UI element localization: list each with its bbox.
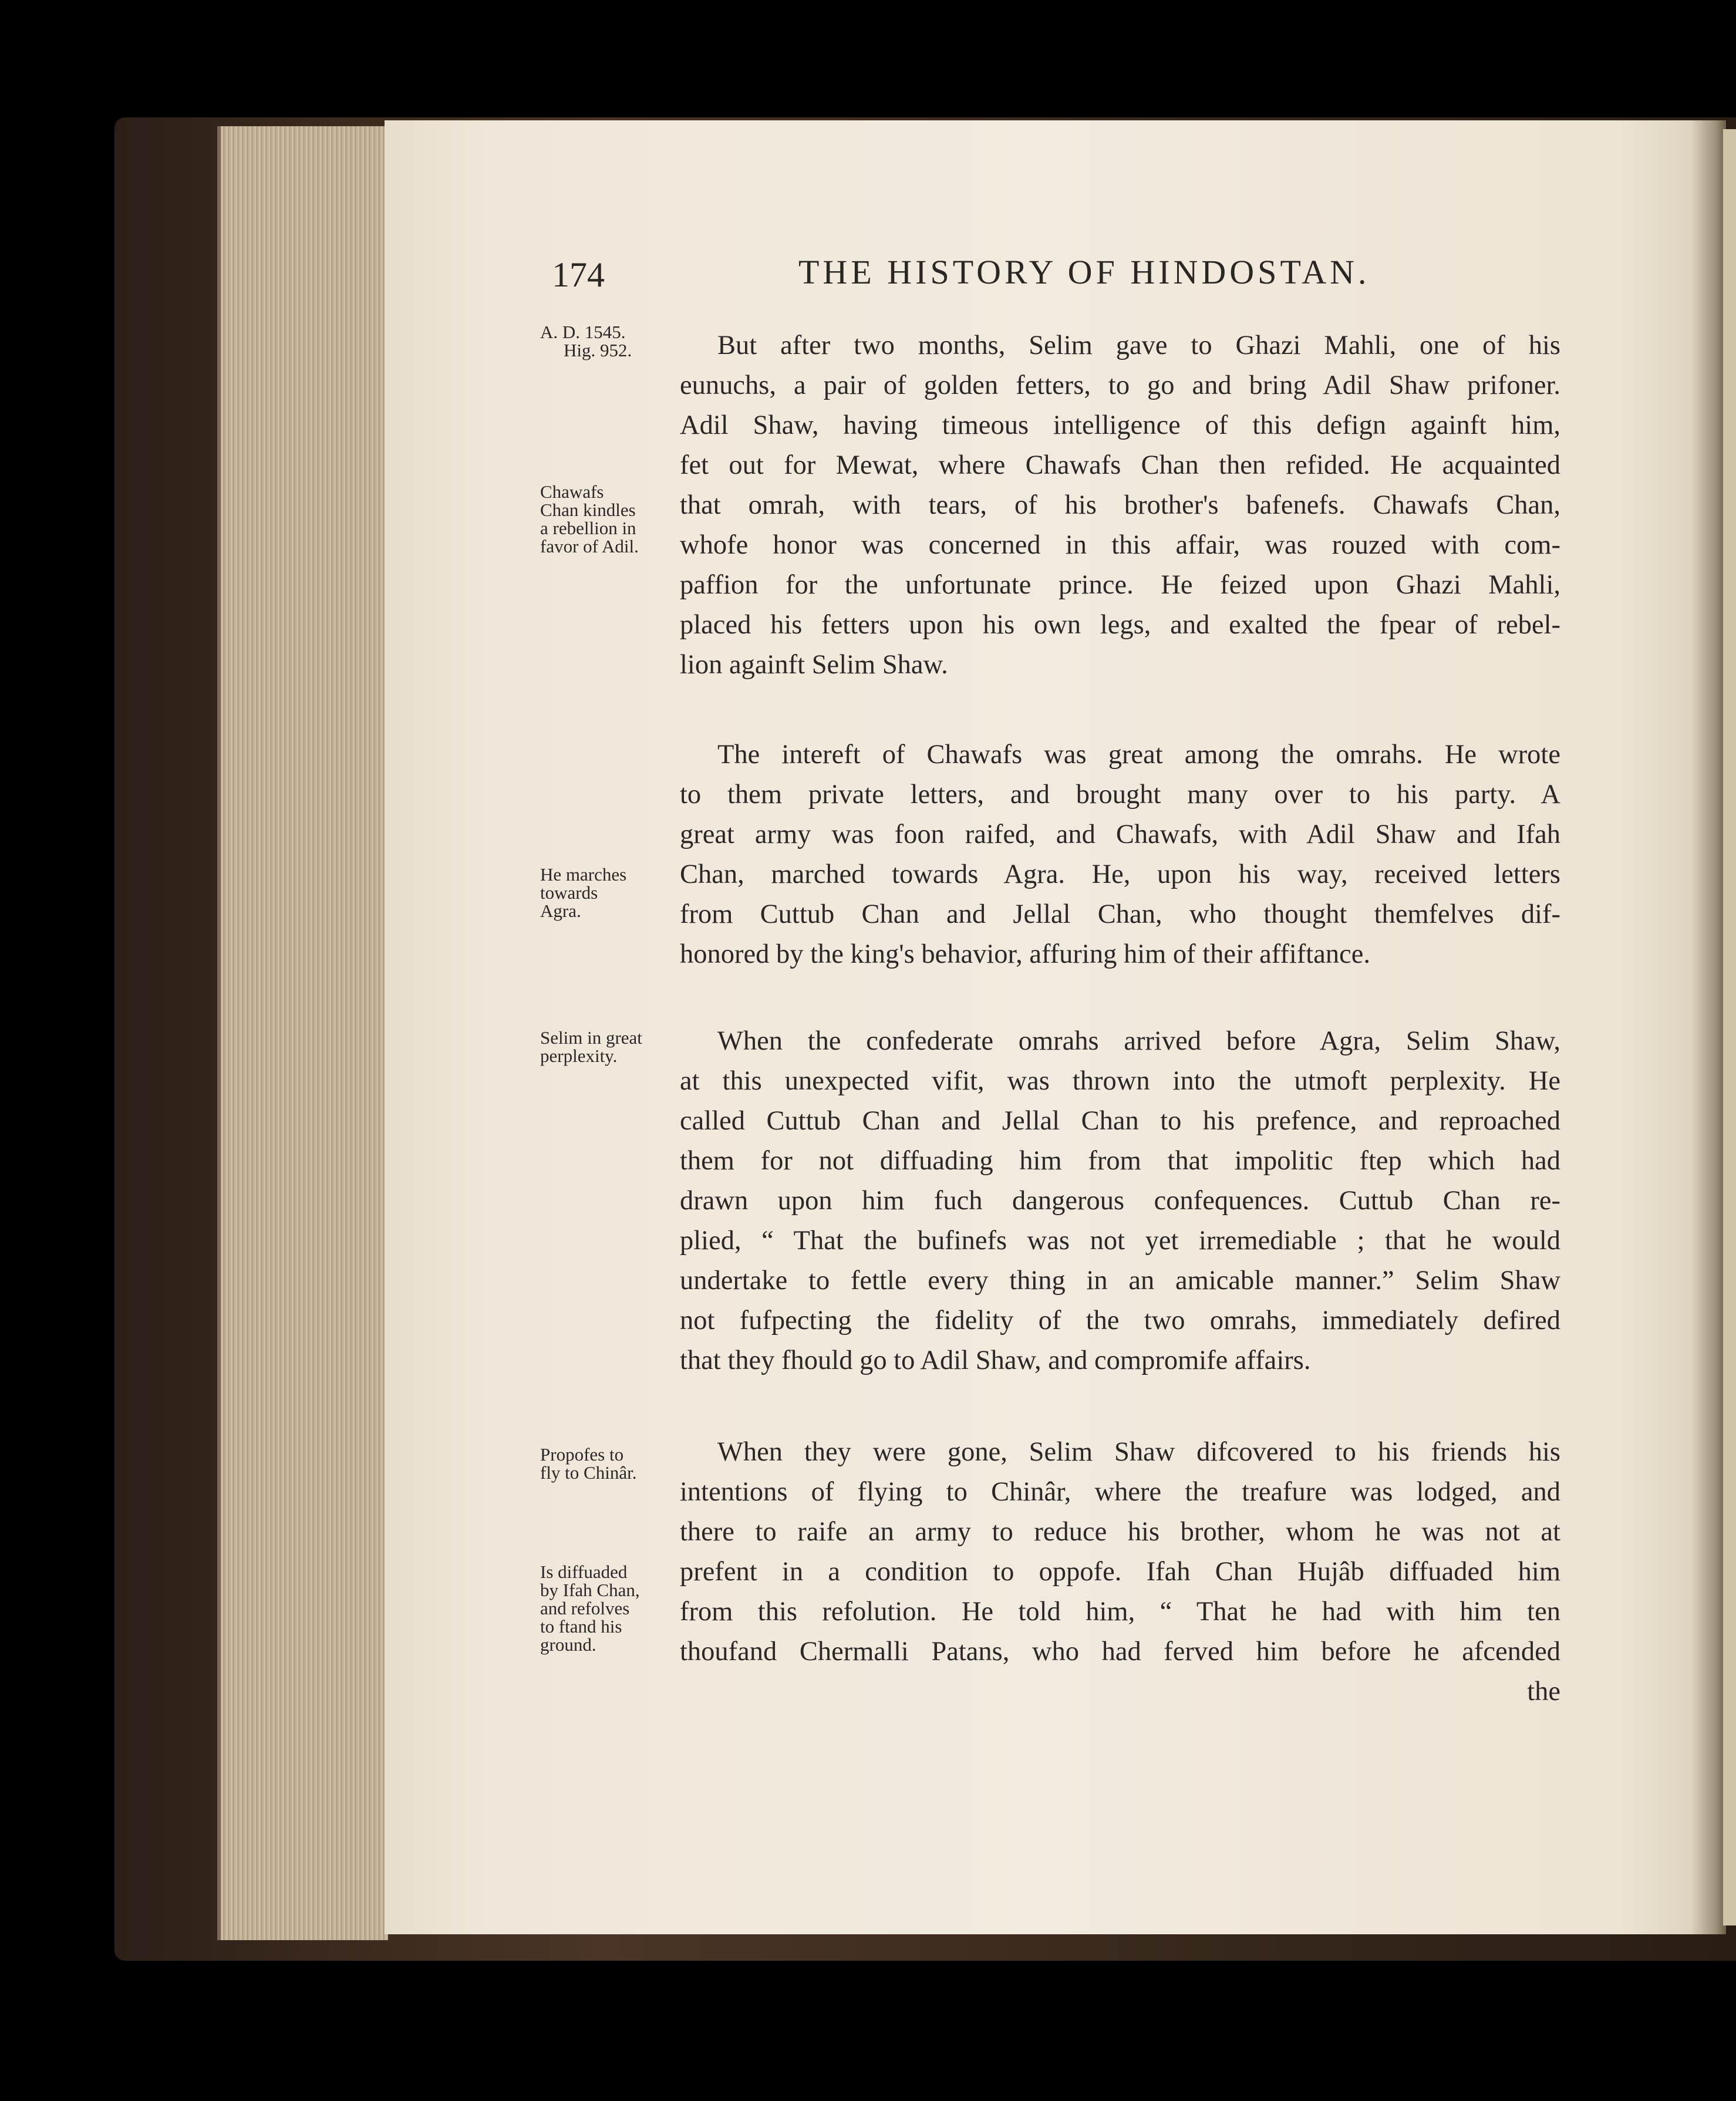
page-number: 174 <box>552 255 605 294</box>
page-header <box>552 252 1562 299</box>
margin-note-line: Selim in great <box>540 1027 642 1048</box>
text-line: drawn upon him fuch dangerous confequences. Cuttub Chan re- <box>680 1186 1560 1216</box>
text-line: them for not diffuading him from that impolitic ftep which had <box>680 1146 1560 1176</box>
text-line: there to raife an army to reduce his brother, whom he was not at <box>680 1517 1560 1547</box>
margin-note-line: fly to Chinâr. <box>540 1462 637 1483</box>
margin-note-line: A. D. 1545. <box>540 322 626 342</box>
margin-note-line: Propofes to <box>540 1444 624 1465</box>
margin-note-date <box>540 323 632 359</box>
margin-note-line: Is diffuaded <box>540 1562 628 1582</box>
text-line: from Cuttub Chan and Jellal Chan, who thought themfelves dif- <box>680 899 1560 929</box>
text-line: plied, “ That the bufinefs was not yet irremediable ; that he would <box>680 1226 1560 1256</box>
margin-note-line: Chawafs <box>540 481 604 502</box>
catchword: the <box>1527 1677 1560 1707</box>
text-line: whofe honor was concerned in this affair, was rouzed with com- <box>680 530 1560 560</box>
running-head: THE HISTORY OF HINDOSTAN. <box>798 253 1370 291</box>
text-line: that they fhould go to Adil Shaw, and compromife affairs. <box>680 1345 1311 1375</box>
margin-note-proposes <box>540 1445 636 1482</box>
margin-note-line: by Ifah Chan, <box>540 1580 640 1600</box>
text-line: called Cuttub Chan and Jellal Chan to his prefence, and reproached <box>680 1106 1560 1136</box>
margin-note-rebellion <box>540 483 639 555</box>
text-line: fet out for Mewat, where Chawafs Chan then refided. He acquainted <box>680 450 1560 480</box>
text-line: to them private letters, and brought many over to his party. A <box>680 780 1560 810</box>
text-line: The intereft of Chawafs was great among the omrahs. He wrote <box>717 740 1560 770</box>
text-line: paffion for the unfortunate prince. He feized upon Ghazi Mahli, <box>680 570 1560 600</box>
margin-note-line: Chan kindles <box>540 500 636 520</box>
text-line: great army was foon raifed, and Chawafs, with Adil Shaw and Ifah <box>680 820 1560 849</box>
text-line: placed his fetters upon his own legs, and exalted the fpear of rebel- <box>680 610 1560 640</box>
margin-note-line: a rebellion in <box>540 518 636 538</box>
text-line: prefent in a condition to oppofe. Ifah Chan Hujâb diffuaded him <box>680 1557 1560 1587</box>
text-line: lion againft Selim Shaw. <box>680 650 948 680</box>
text-line: honored by the king's behavior, affuring him of their affiftance. <box>680 939 1370 969</box>
facing-page-edge <box>1723 129 1736 1925</box>
text-line: undertake to fettle every thing in an amicable manner.” Selim Shaw <box>680 1266 1560 1296</box>
page-gutter-shadow <box>1691 120 1726 1934</box>
margin-note-line: to ftand his <box>540 1616 622 1637</box>
margin-note-line: favor of Adil. <box>540 536 639 557</box>
margin-note-line: ground. <box>540 1634 596 1655</box>
text-line: But after two months, Selim gave to Ghazi Mahli, one of his <box>717 331 1560 360</box>
margin-note-line: towards <box>540 882 598 903</box>
text-line: When the confederate omrahs arrived before Agra, Selim Shaw, <box>717 1026 1560 1056</box>
margin-note-line: perplexity. <box>540 1046 618 1066</box>
margin-note-line: and refolves <box>540 1598 630 1618</box>
text-line: Chan, marched towards Agra. He, upon his way, received letters <box>680 859 1560 889</box>
margin-note-perplexity <box>540 1028 642 1065</box>
margin-note-line: Agra. <box>540 901 581 921</box>
text-line: eunuchs, a pair of golden fetters, to go and bring Adil Shaw prifoner. <box>680 370 1560 400</box>
page-edges <box>217 126 388 1940</box>
margin-note-line: Hig. 952. <box>564 340 632 360</box>
text-line: from this refolution. He told him, “ That he had with him ten <box>680 1597 1560 1627</box>
text-line: thoufand Chermalli Patans, who had ferved him before he afcended <box>680 1637 1560 1667</box>
text-line: When they were gone, Selim Shaw difcovered to his friends his <box>717 1437 1560 1467</box>
text-line: intentions of flying to Chinâr, where the treafure was lodged, and <box>680 1477 1560 1507</box>
text-line: at this unexpected vifit, was thrown into the utmoft perplexity. He <box>680 1066 1560 1096</box>
margin-note-marches <box>540 865 626 920</box>
text-line: Adil Shaw, having timeous intelligence of this defign againft him, <box>680 410 1560 440</box>
margin-note-line: He marches <box>540 864 627 885</box>
text-line: not fufpecting the fidelity of the two omrahs, immediately defired <box>680 1306 1560 1336</box>
text-line: that omrah, with tears, of his brother's bafenefs. Chawafs Chan, <box>680 490 1560 520</box>
margin-note-dissuaded <box>540 1563 640 1654</box>
